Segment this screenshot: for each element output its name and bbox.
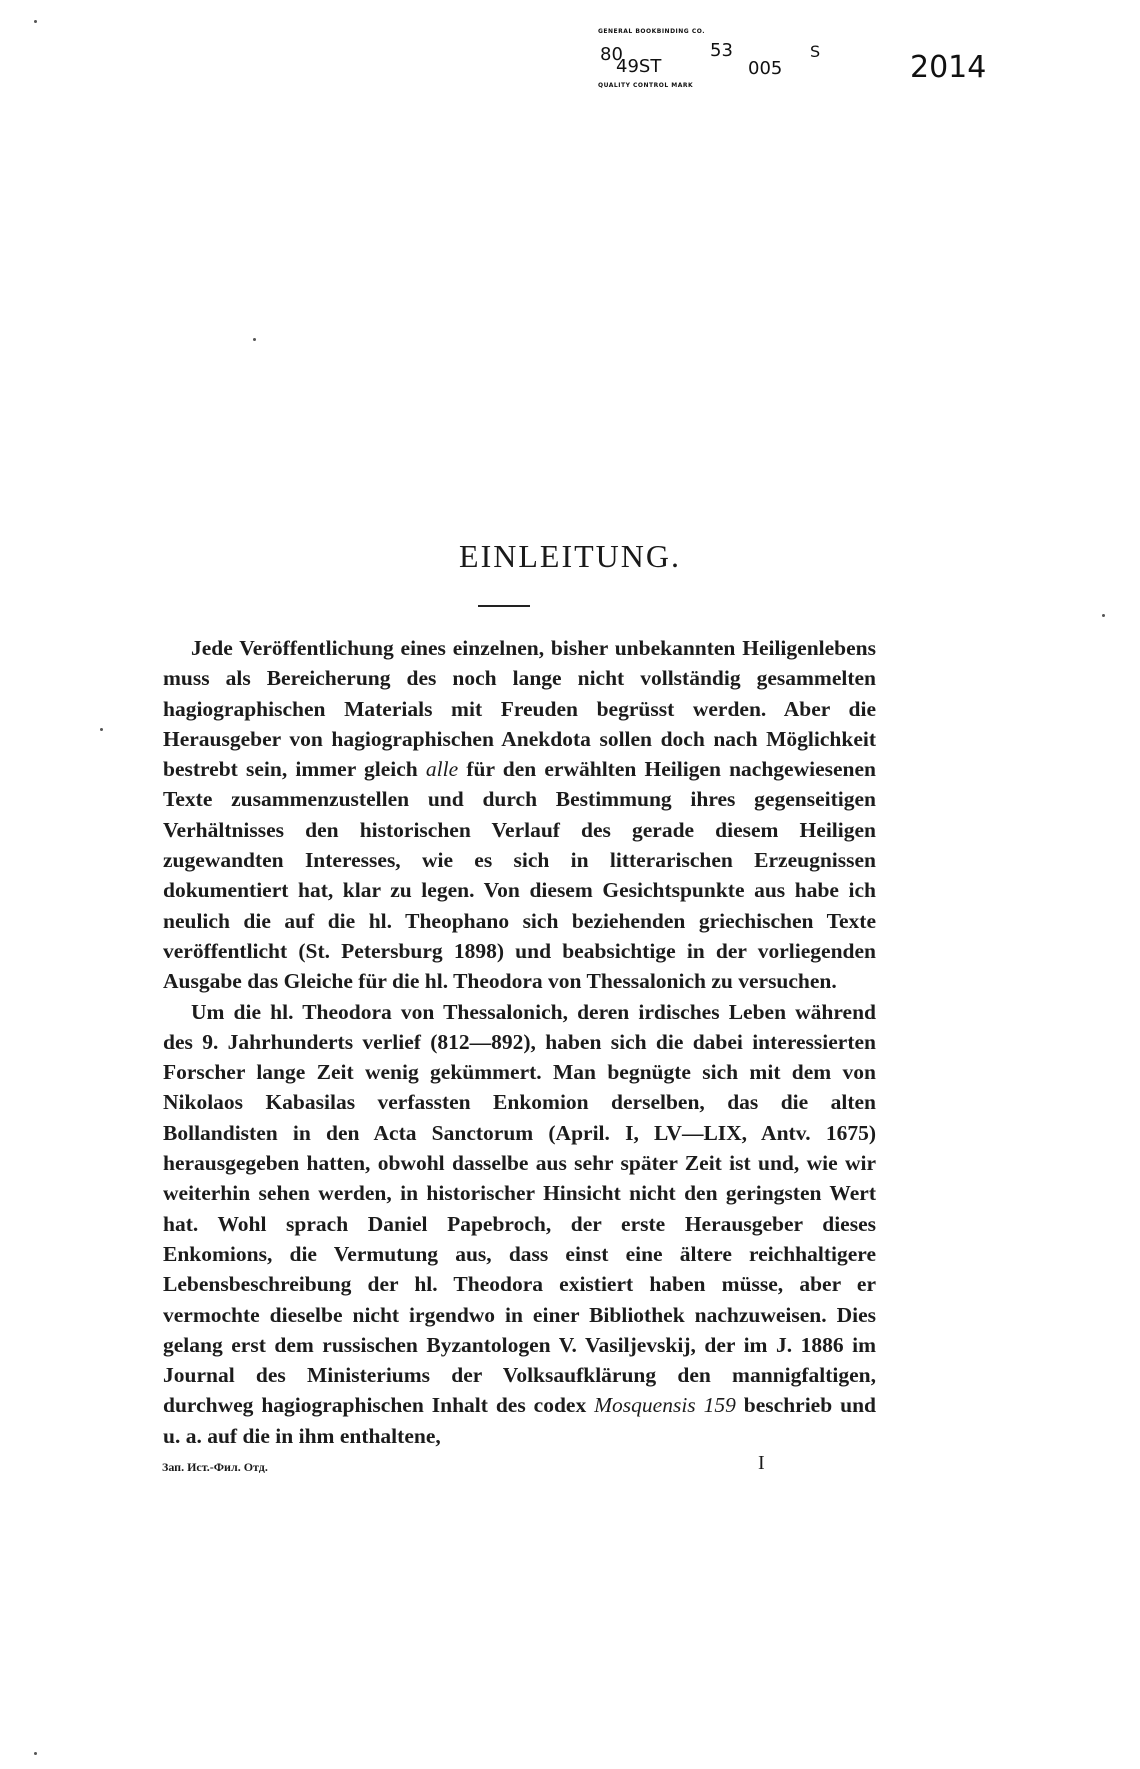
stamp-code-005: 005 [748,58,783,79]
sheet-number: I [758,1452,765,1474]
emphasis-text: alle [425,757,459,782]
paragraph-text: für den erwählten Heiligen nachgewiesenen Texte zusammenzustellen und durch Bestimmung ihres gegenseitigen Verhältnisses den historischen Verlauf des gerade diesem Heiligen zugewandten Interesses, wie es sich in litterarischen Erzeugnissen dokumentiert hat, klar zu legen. Von diesem Gesichtspunkte aus habe ich neulich die auf die hl. Theophano sich beziehenden griechischen Texte veröffentlicht (St. Petersburg 1898) und beabsichtige in der vorliegenden Ausgabe das Gleiche für die hl. Theodora von Thessalonich zu versuchen. [163,757,876,994]
paragraph-text: beschrieb und u. a. auf die in ihm enthaltene, [163,1393,876,1448]
title-divider [478,605,530,607]
scan-speck [253,338,256,341]
scan-speck [34,1752,37,1755]
stamp-code-49st: 49ST [616,56,662,77]
paragraph-2 [163,997,876,1451]
paragraph-1 [163,633,876,997]
stamp-bottom-label: QUALITY CONTROL MARK [598,82,694,89]
stamp-code-80: 80 [600,44,623,65]
paragraph-text: Um die hl. Theodora von Thessalonich, deren irdisches Leben während des 9. Jahrhunderts verlief (812—892), haben sich die dabei interessierten Forscher lange Zeit wenig gekümmert. Man begnügte sich mit dem von Nikolaos Kabasilas verfassten Enkomion derselben, das die alten Bollandisten in den Acta Sanctorum (April. I, LV—LIX, Antv. 1675) herausgegeben hatten, obwohl dasselbe aus sehr später Zeit ist und, wie wir weiterhin sehen werden, in historischer Hinsicht nicht den geringsten Wert hat. Wohl sprach Daniel Papebroch, der erste Herausgeber dieses Enkomions, die Vermutung aus, dass einst eine ältere reichhaltigere Lebensbeschreibung der hl. Theodora existiert haben müsse, aber er vermochte dieselbe nicht irgendwo in einer Bibliothek nachzuweisen. Dies gelang erst dem russischen Byzantologen V. Vasiljevskij, der im J. 1886 im Journal des Ministeriums der Volksaufklärung den mannigfaltigen, durchweg hagiographischen Inhalt des codex [163,999,876,1418]
stamp-top-label: GENERAL BOOKBINDING CO. [598,28,705,35]
stamp-year: 2014 [910,50,987,85]
paragraph-text: Jede Veröffentlichung eines einzelnen, bisher unbekannten Heiligenlebens muss als Bereicherung des noch lange nicht vollständig gesammelten hagiographischen Materials mit Freuden begrüsst werden. Aber die Herausgeber von hagiographischen Anekdota sollen doch nach Möglichkeit bestrebt sein, immer gleich [163,636,876,782]
scan-speck [1102,614,1105,617]
page-title: EINLEITUNG. [459,538,681,574]
emphasis-text: Mosquensis 159 [594,1393,736,1418]
stamp-code-53: 53 [710,40,733,61]
bookbinding-stamp [598,28,1018,98]
scan-speck [34,20,37,23]
stamp-code-s: S [810,42,821,61]
signature-mark: Зап. Ист.-Фил. Отд. [162,1460,268,1474]
scan-speck [100,728,103,731]
body-text [163,633,876,1451]
